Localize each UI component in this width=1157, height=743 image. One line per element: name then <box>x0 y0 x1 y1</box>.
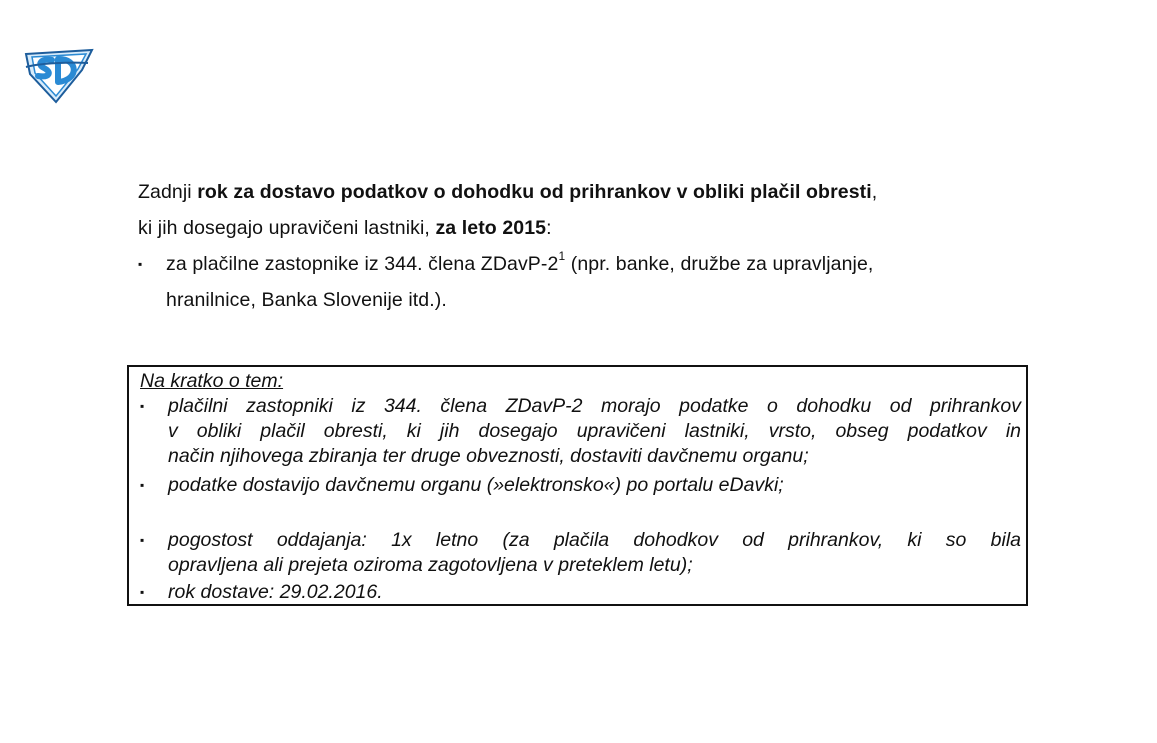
intro-bullet-line-1 <box>138 248 1038 284</box>
summary-item <box>140 473 1021 498</box>
intro-bullet-text-rest: (npr. banke, družbe za upravljanje, <box>565 253 874 275</box>
intro-line-1 <box>138 176 1038 212</box>
bullet-icon: ▪ <box>140 478 145 492</box>
summary-item <box>140 528 1021 578</box>
intro-line1-bold: rok za dostavo podatkov o dohodku od prihrankov v obliki plačil obresti <box>197 181 872 203</box>
summary-item-line: podatke dostavijo davčnemu organu (»elektronsko«) po portalu eDavki; <box>168 474 784 496</box>
bullet-icon: ▪ <box>140 585 145 599</box>
summary-box <box>127 365 1028 606</box>
bullet-icon: ▪ <box>140 399 145 413</box>
intro-line1-normal: Zadnji <box>138 181 198 203</box>
summary-item-line: v obliki plačil obresti, ki jih dosegajo upravičeni lastniki, vrsto, obseg podatkov in <box>168 420 1021 442</box>
summary-item-line: rok dostave: 29.02.2016. <box>168 581 383 603</box>
intro-line2-end: : <box>546 217 552 239</box>
intro-line2-normal: ki jih dosegajo upravičeni lastniki, <box>138 217 436 239</box>
summary-item <box>140 394 1021 469</box>
intro-line2-bold: za leto 2015 <box>435 217 547 239</box>
intro-bullet-text-continued: hranilnice, Banka Slovenije itd.). <box>166 289 447 311</box>
intro-bullet-text: za plačilne zastopnike iz 344. člena ZDavP-2 <box>166 253 559 275</box>
summary-item-line: pogostost oddajanja: 1x letno (za plačila dohodkov od prihrankov, ki so bila <box>168 529 1021 551</box>
summary-title: Na kratko o tem: <box>140 370 284 392</box>
summary-item <box>140 580 1021 605</box>
summary-item-line: opravljena ali prejeta oziroma zagotovljena v preteklem letu); <box>168 554 693 576</box>
summary-item-line: način njihovega zbiranja ter druge obveznosti, dostaviti davčnemu organu; <box>168 445 809 467</box>
intro-bullet-line-2 <box>138 284 1038 320</box>
sd-shield-logo-icon <box>22 46 96 104</box>
footnote-mark[interactable]: 1 <box>558 248 566 263</box>
intro-line-2 <box>138 212 1038 248</box>
bullet-icon: ▪ <box>140 533 145 547</box>
bullet-icon: ▪ <box>138 257 143 271</box>
company-logo <box>22 46 96 104</box>
intro-line1-end: , <box>871 181 878 203</box>
summary-item-line: plačilni zastopniki iz 344. člena ZDavP-2 morajo podatke o dohodku od prihrankov <box>168 395 1021 417</box>
intro-paragraph <box>138 176 1038 320</box>
